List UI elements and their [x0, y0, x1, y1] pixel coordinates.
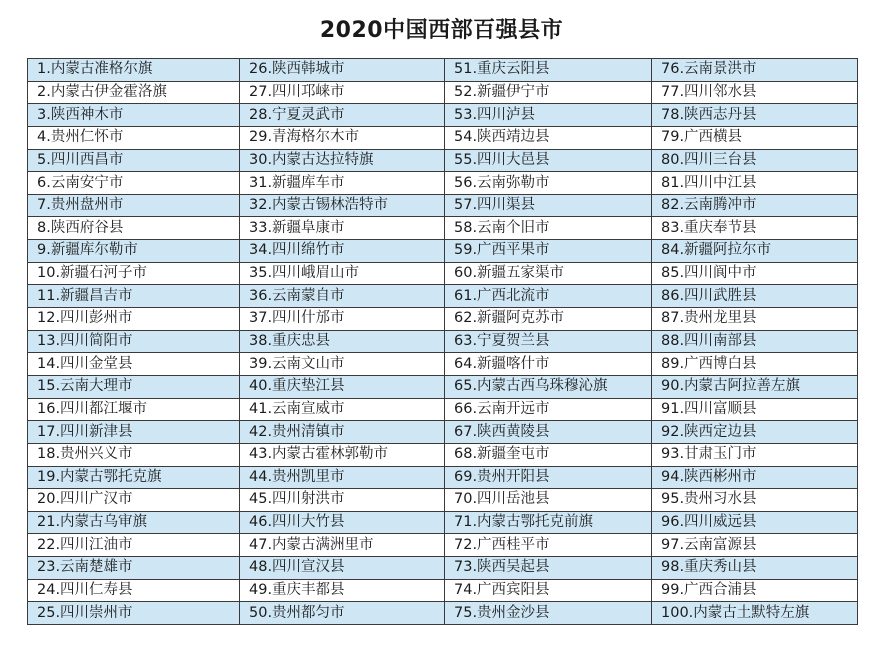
table-cell: 1.内蒙古准格尔旗: [28, 59, 240, 82]
table-row: [28, 489, 858, 512]
table-cell: 33.新疆阜康市: [240, 217, 445, 240]
table-cell: 10.新疆石河子市: [28, 262, 240, 285]
table-row: [28, 579, 858, 602]
table-cell: 12.四川彭州市: [28, 308, 240, 331]
table-row: [28, 375, 858, 398]
table-cell: 5.四川西昌市: [28, 149, 240, 172]
table-cell: 94.陕西彬州市: [652, 466, 858, 489]
table-row: [28, 172, 858, 195]
table-cell: 87.贵州龙里县: [652, 308, 858, 331]
table-cell: 13.四川简阳市: [28, 330, 240, 353]
table-cell: 59.广西平果市: [445, 240, 652, 263]
ranking-table: [27, 58, 858, 625]
table-cell: 14.四川金堂县: [28, 353, 240, 376]
table-row: [28, 149, 858, 172]
table-row: [28, 398, 858, 421]
table-row: [28, 59, 858, 82]
table-cell: 69.贵州开阳县: [445, 466, 652, 489]
table-cell: 36.云南蒙自市: [240, 285, 445, 308]
table-cell: 24.四川仁寿县: [28, 579, 240, 602]
table-cell: 3.陕西神木市: [28, 104, 240, 127]
table-cell: 77.四川邻水县: [652, 81, 858, 104]
table-cell: 29.青海格尔木市: [240, 126, 445, 149]
table-cell: 61.广西北流市: [445, 285, 652, 308]
table-row: [28, 262, 858, 285]
table-row: [28, 557, 858, 580]
table-cell: 8.陕西府谷县: [28, 217, 240, 240]
table-cell: 97.云南富源县: [652, 534, 858, 557]
table-cell: 7.贵州盘州市: [28, 194, 240, 217]
table-cell: 20.四川广汉市: [28, 489, 240, 512]
table-cell: 67.陕西黄陵县: [445, 421, 652, 444]
table-cell: 98.重庆秀山县: [652, 557, 858, 580]
table-cell: 23.云南楚雄市: [28, 557, 240, 580]
table-cell: 41.云南宣威市: [240, 398, 445, 421]
table-cell: 54.陕西靖边县: [445, 126, 652, 149]
table-cell: 27.四川邛崃市: [240, 81, 445, 104]
table-cell: 46.四川大竹县: [240, 511, 445, 534]
table-cell: 31.新疆库车市: [240, 172, 445, 195]
table-cell: 93.甘肃玉门市: [652, 443, 858, 466]
table-cell: 52.新疆伊宁市: [445, 81, 652, 104]
table-row: [28, 534, 858, 557]
table-cell: 55.四川大邑县: [445, 149, 652, 172]
table-cell: 11.新疆昌吉市: [28, 285, 240, 308]
table-cell: 70.四川岳池县: [445, 489, 652, 512]
table-cell: 68.新疆奎屯市: [445, 443, 652, 466]
table-cell: 82.云南腾冲市: [652, 194, 858, 217]
table-row: [28, 285, 858, 308]
table-cell: 21.内蒙古乌审旗: [28, 511, 240, 534]
table-cell: 56.云南弥勒市: [445, 172, 652, 195]
table-cell: 74.广西宾阳县: [445, 579, 652, 602]
table-cell: 45.四川射洪市: [240, 489, 445, 512]
table-cell: 22.四川江油市: [28, 534, 240, 557]
table-cell: 66.云南开远市: [445, 398, 652, 421]
table-cell: 79.广西横县: [652, 126, 858, 149]
table-row: [28, 330, 858, 353]
table-cell: 17.四川新津县: [28, 421, 240, 444]
table-cell: 47.内蒙古满洲里市: [240, 534, 445, 557]
table-cell: 100.内蒙古土默特左旗: [652, 602, 858, 625]
table-cell: 50.贵州都匀市: [240, 602, 445, 625]
table-cell: 35.四川峨眉山市: [240, 262, 445, 285]
table-cell: 99.广西合浦县: [652, 579, 858, 602]
table-cell: 90.内蒙古阿拉善左旗: [652, 375, 858, 398]
table-cell: 72.广西桂平市: [445, 534, 652, 557]
table-row: [28, 443, 858, 466]
table-cell: 86.四川武胜县: [652, 285, 858, 308]
table-cell: 75.贵州金沙县: [445, 602, 652, 625]
table-row: [28, 308, 858, 331]
table-cell: 38.重庆忠县: [240, 330, 445, 353]
table-cell: 15.云南大理市: [28, 375, 240, 398]
table-row: [28, 466, 858, 489]
table-cell: 49.重庆丰都县: [240, 579, 445, 602]
table-cell: 65.内蒙古西乌珠穆沁旗: [445, 375, 652, 398]
table-cell: 63.宁夏贺兰县: [445, 330, 652, 353]
table-cell: 62.新疆阿克苏市: [445, 308, 652, 331]
table-cell: 89.广西博白县: [652, 353, 858, 376]
table-cell: 53.四川泸县: [445, 104, 652, 127]
table-cell: 95.贵州习水县: [652, 489, 858, 512]
table-row: [28, 194, 858, 217]
table-cell: 81.四川中江县: [652, 172, 858, 195]
table-cell: 19.内蒙古鄂托克旗: [28, 466, 240, 489]
table-cell: 78.陕西志丹县: [652, 104, 858, 127]
table-cell: 4.贵州仁怀市: [28, 126, 240, 149]
table-cell: 25.四川崇州市: [28, 602, 240, 625]
table-cell: 85.四川阆中市: [652, 262, 858, 285]
table-cell: 88.四川南部县: [652, 330, 858, 353]
table-row: [28, 217, 858, 240]
table-row: [28, 353, 858, 376]
table-cell: 37.四川什邡市: [240, 308, 445, 331]
table-cell: 39.云南文山市: [240, 353, 445, 376]
table-row: [28, 104, 858, 127]
page-title: 2020中国西部百强县市: [319, 18, 564, 43]
table-cell: 60.新疆五家渠市: [445, 262, 652, 285]
table-row: [28, 126, 858, 149]
table-cell: 80.四川三台县: [652, 149, 858, 172]
table-row: [28, 81, 858, 104]
table-cell: 84.新疆阿拉尔市: [652, 240, 858, 263]
table-cell: 43.内蒙古霍林郭勒市: [240, 443, 445, 466]
table-row: [28, 602, 858, 625]
table-cell: 96.四川威远县: [652, 511, 858, 534]
table-cell: 51.重庆云阳县: [445, 59, 652, 82]
table-cell: 92.陕西定边县: [652, 421, 858, 444]
table-cell: 64.新疆喀什市: [445, 353, 652, 376]
table-cell: 76.云南景洪市: [652, 59, 858, 82]
table-cell: 57.四川渠县: [445, 194, 652, 217]
table-cell: 42.贵州清镇市: [240, 421, 445, 444]
table-cell: 16.四川都江堰市: [28, 398, 240, 421]
table-cell: 48.四川宣汉县: [240, 557, 445, 580]
table-cell: 6.云南安宁市: [28, 172, 240, 195]
table-row: [28, 511, 858, 534]
table-row: [28, 240, 858, 263]
table-cell: 83.重庆奉节县: [652, 217, 858, 240]
table-cell: 58.云南个旧市: [445, 217, 652, 240]
table-cell: 28.宁夏灵武市: [240, 104, 445, 127]
table-cell: 2.内蒙古伊金霍洛旗: [28, 81, 240, 104]
table-cell: 91.四川富顺县: [652, 398, 858, 421]
table-cell: 32.内蒙古锡林浩特市: [240, 194, 445, 217]
table-cell: 71.内蒙古鄂托克前旗: [445, 511, 652, 534]
table-cell: 18.贵州兴义市: [28, 443, 240, 466]
table-cell: 9.新疆库尔勒市: [28, 240, 240, 263]
table-cell: 44.贵州凯里市: [240, 466, 445, 489]
table-cell: 34.四川绵竹市: [240, 240, 445, 263]
table-row: [28, 421, 858, 444]
table-cell: 26.陕西韩城市: [240, 59, 445, 82]
table-cell: 40.重庆垫江县: [240, 375, 445, 398]
table-cell: 73.陕西吴起县: [445, 557, 652, 580]
ranking-table-body: [28, 59, 858, 625]
table-cell: 30.内蒙古达拉特旗: [240, 149, 445, 172]
